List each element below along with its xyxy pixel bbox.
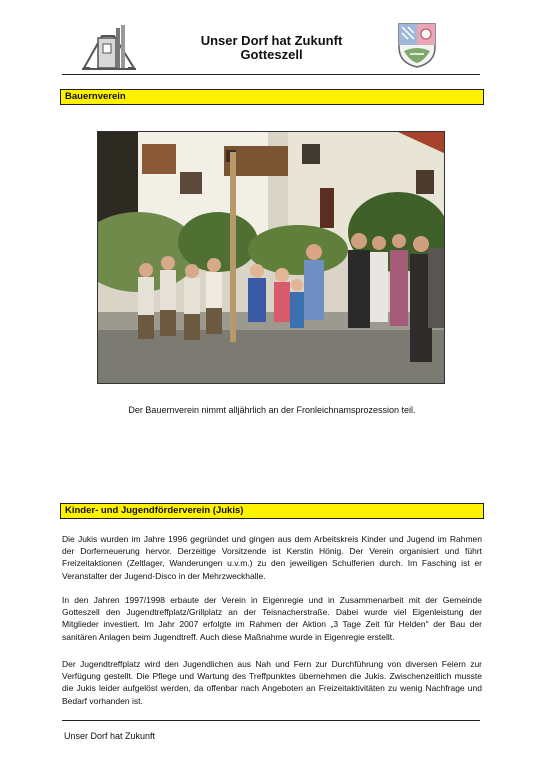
procession-photo [97, 131, 445, 384]
village-logo-icon [80, 22, 138, 72]
footer-text: Unser Dorf hat Zukunft [64, 731, 156, 741]
section-heading-jukis: Kinder- und Jugendförderverein (Jukis) [60, 503, 484, 519]
footer-divider [62, 720, 480, 721]
paragraph: Der Jugendtreffplatz wird den Jugendlichen aus Nah und Fern zur Durchführung von diversen Feiern zur Verfügung gestellt. Die Pflege und Wartung des Treffpunktes übernehmen die Jukis. Zwischenzeitlich musste die Jukis leider aufgelöst werden, da offenbar nach Angeboten an Freizeitaktivitäten zu wenig Nachfrage und Bedarf vorhanden ist. [62, 659, 482, 706]
page-title [150, 34, 393, 62]
page-title-line2: Gotteszell [240, 47, 303, 62]
section-heading-bauernverein: Bauernverein [60, 89, 484, 105]
paragraph: In den Jahren 1997/1998 erbaute der Verein in Eigenregie und in Zusammenarbeit mit der Gemeinde Gotteszell den Jugendtreffplatz/Grillplatz an der Teisnacherstraße. Dabei wurde viel Eigenleistung der Mitglieder investiert. Im Jahr 2007 erfolgte im Rahmen der Aktion „3 Tage Zeit für Helden" der Bau der sanitären Anlagen beim Jugendtreff. Auch diese Maßnahme wurde in Eigenregie erstellt. [62, 595, 482, 642]
paragraph: Die Jukis wurden im Jahre 1996 gegründet und gingen aus dem Arbeitskreis Kinder und Jugend im Rahmen der Dorferneuerung hervor. Derzeitige Vorsitzende ist Kerstin Hönig. Der Verein organisiert und führt Freizeitaktionen (Zeltlager, Wanderungen u.v.m.) zu den jeweiligen Schulferien durch. Im Fasching ist er Veranstalter der Jugend-Disco in der Mehrzweckhalle. [62, 534, 482, 581]
photo-caption: Der Bauernverein nimmt alljährlich an der Fronleichnamsprozession teil. [128, 405, 416, 415]
coat-of-arms-icon [396, 21, 438, 69]
page-title-line1: Unser Dorf hat Zukunft [200, 33, 343, 48]
header-divider [62, 74, 480, 75]
